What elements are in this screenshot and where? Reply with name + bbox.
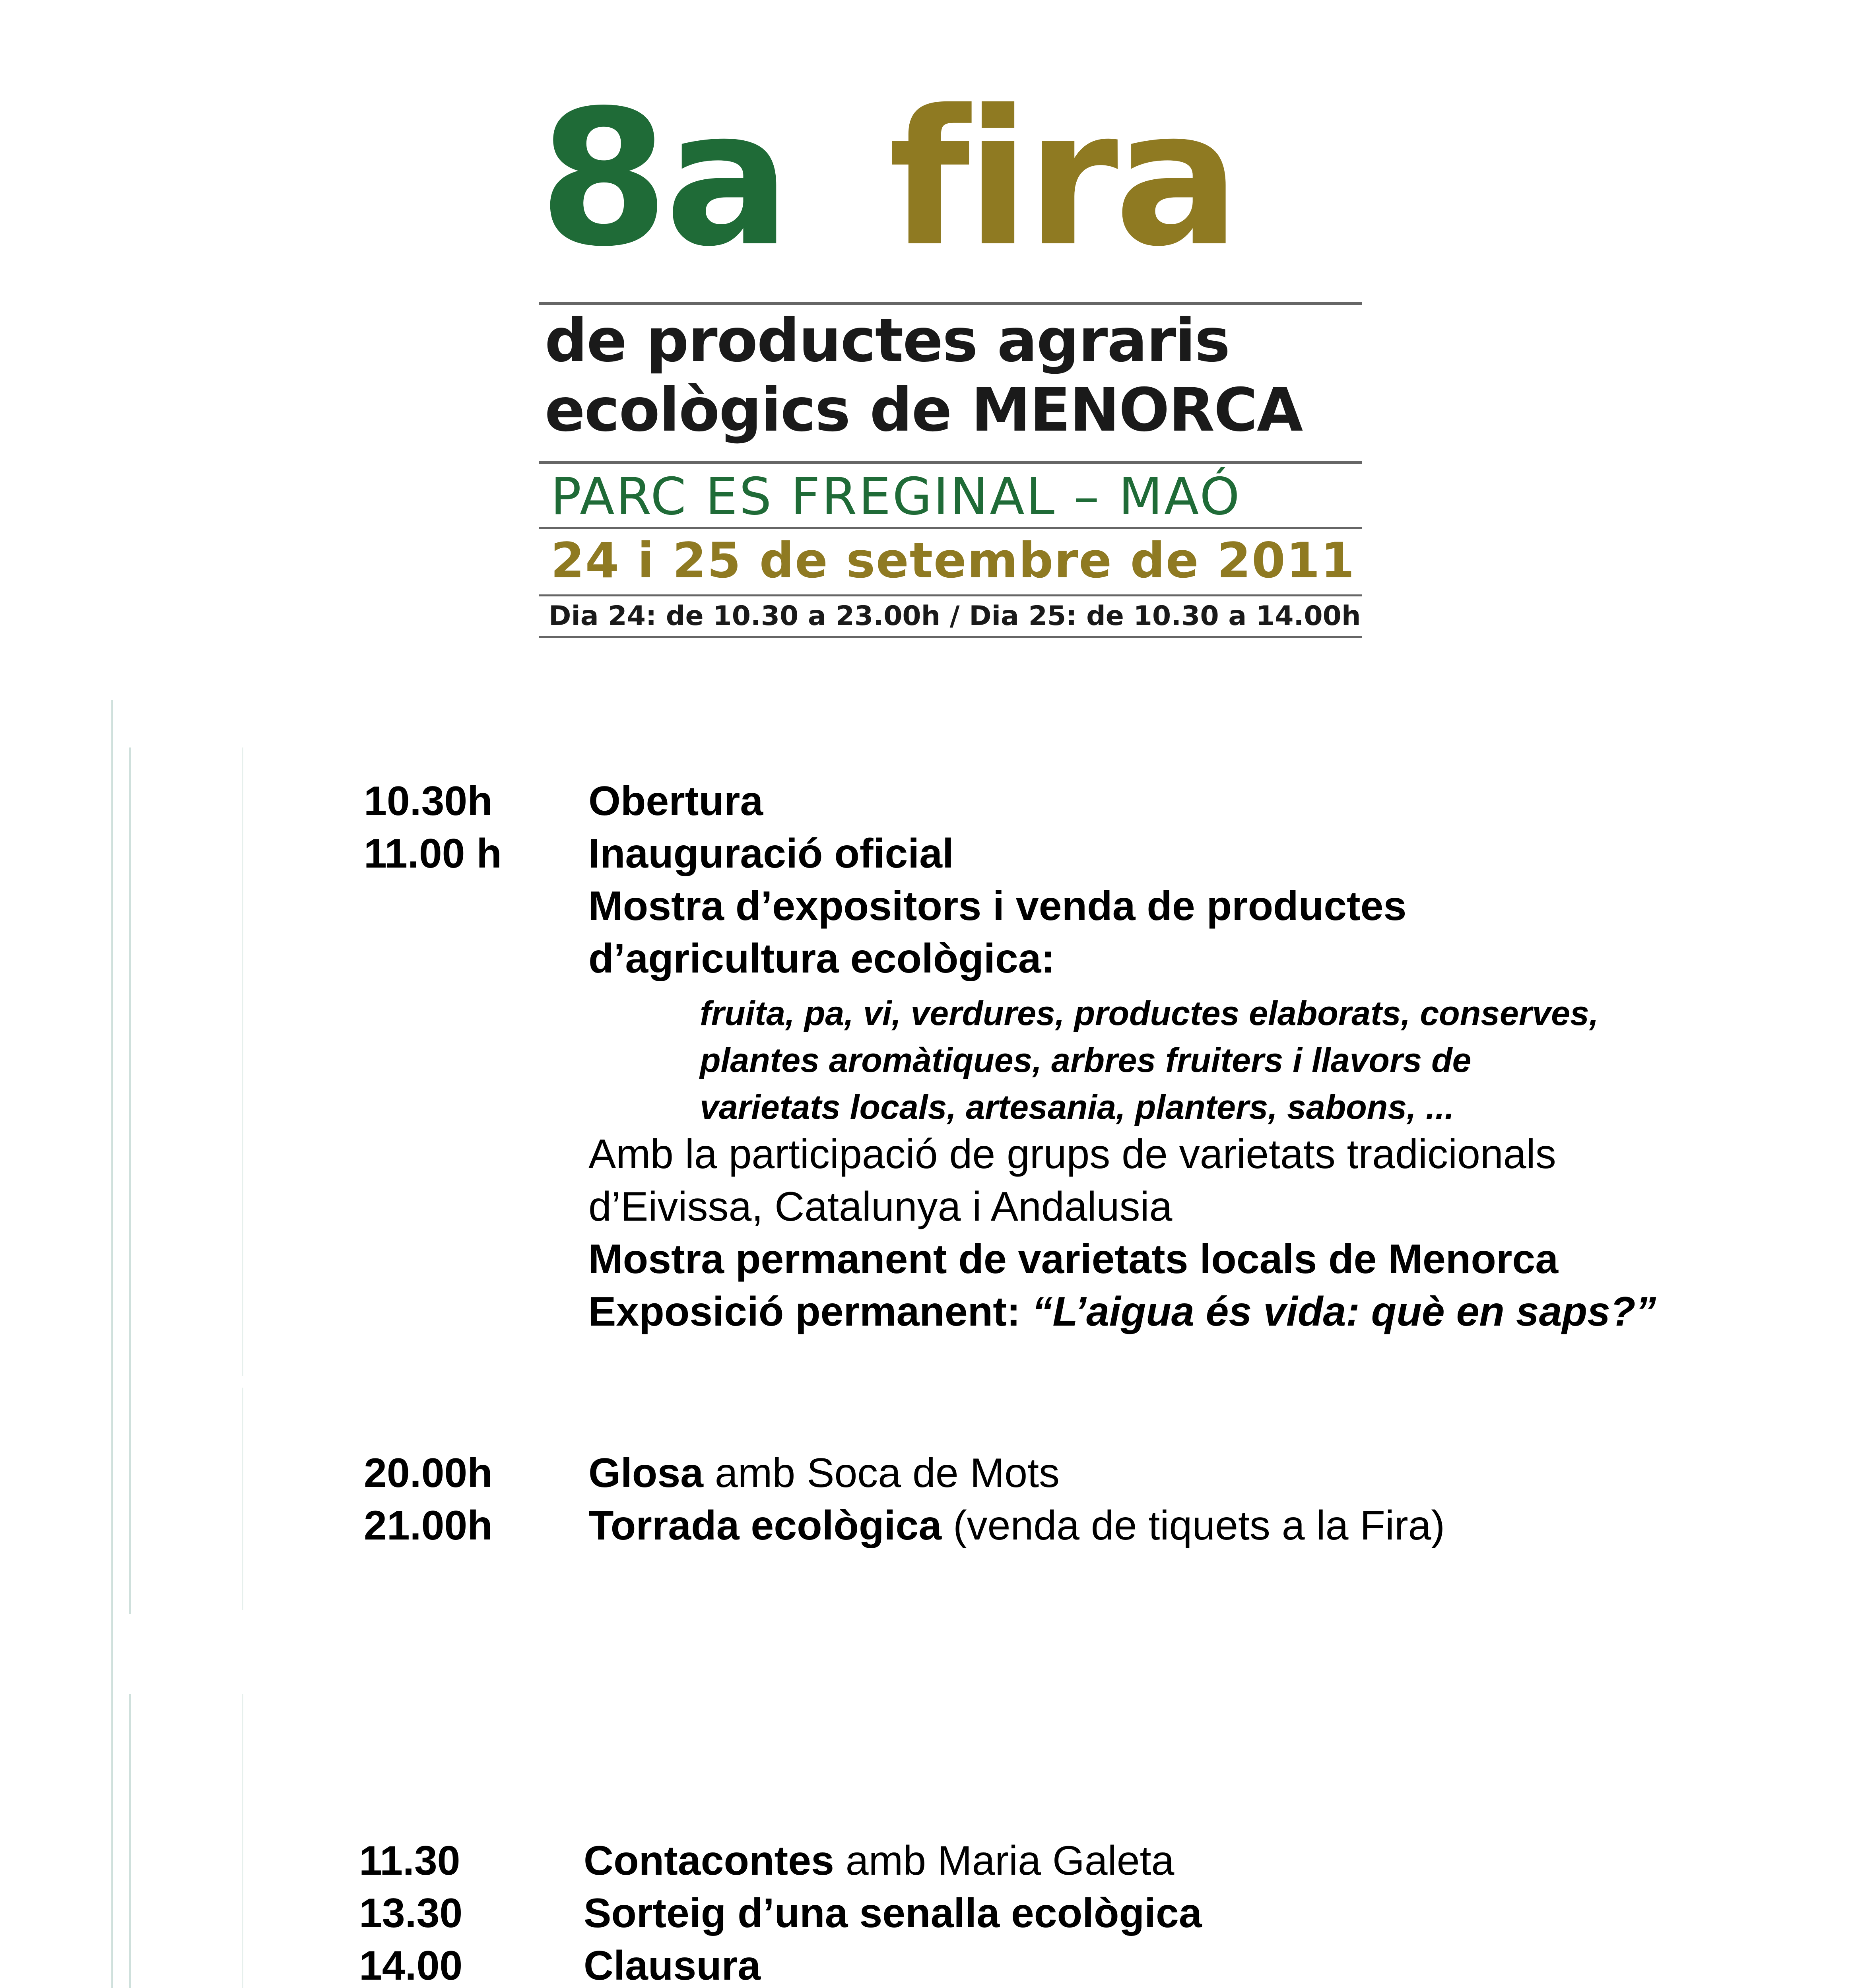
schedule-time: 10.30h [364,778,493,824]
participation-line-1: Amb la participació de grups de varietats tradicionals [588,1131,1556,1177]
schedule-time: 21.00h [364,1503,493,1549]
edition-number: 8a [539,70,787,287]
schedule-time: 11.30 [359,1838,460,1884]
permanent-sample: Mostra permanent de varietats locals de Menorca [588,1236,1559,1282]
schedule-title: Sorteig d’una senalla ecològica [584,1890,1202,1936]
divider [539,636,1362,638]
margin-line [242,1388,243,1610]
exhibition-title: “L’aigua és vida: què en saps?” [1032,1289,1656,1335]
margin-line [242,1694,243,1988]
mostra-line-1: Mostra d’expositors i venda de productes [588,883,1407,929]
divider [539,594,1362,596]
schedule-time: 14.00 [359,1943,463,1988]
fair-logo [539,70,1362,642]
divider [539,461,1362,464]
products-list-3: varietats locals, artesania, planters, sabons, ... [700,1088,1454,1126]
schedule-time: 11.00 h [364,831,502,877]
schedule-title: Torrada ecològica (venda de tiquets a la Fira) [588,1503,1445,1549]
venue: PARC ES FREGINAL – MAÓ [551,467,1241,526]
schedule-title: Glosa amb Soca de Mots [588,1450,1060,1496]
schedule-time: 13.30 [359,1890,463,1936]
fira-word: fira [889,70,1237,287]
schedule-time: 20.00h [364,1450,493,1496]
exhibition [588,1286,1656,1338]
fair-dates: 24 i 25 de setembre de 2011 [551,532,1355,589]
mostra-line-2: d’agricultura ecològica: [588,936,1055,982]
products-list-1: fruita, pa, vi, verdures, productes elaborats, conserves, [700,994,1599,1033]
margin-line [129,1694,131,1988]
margin-line [111,700,113,1988]
products-list-2: plantes aromàtiques, arbres fruiters i llavors de [700,1041,1472,1079]
schedule-title: Contacontes amb Maria Galeta [584,1838,1175,1884]
opening-hours: Dia 24: de 10.30 a 23.00h / Dia 25: de 10.30 a 14.00h [549,600,1361,632]
margin-line [129,747,131,1614]
divider [539,527,1362,529]
divider [539,302,1362,305]
subtitle-line-1: de productes agraris [545,306,1230,375]
exhibition-label: Exposició permanent: [588,1289,1021,1335]
margin-line [242,747,243,1376]
participation-line-2: d’Eivissa, Catalunya i Andalusia [588,1184,1173,1230]
schedule-title: Clausura [584,1943,761,1988]
schedule-title: Inauguració oficial [588,831,954,877]
schedule-title: Obertura [588,778,763,824]
subtitle-line-2: ecològics de MENORCA [545,376,1303,445]
